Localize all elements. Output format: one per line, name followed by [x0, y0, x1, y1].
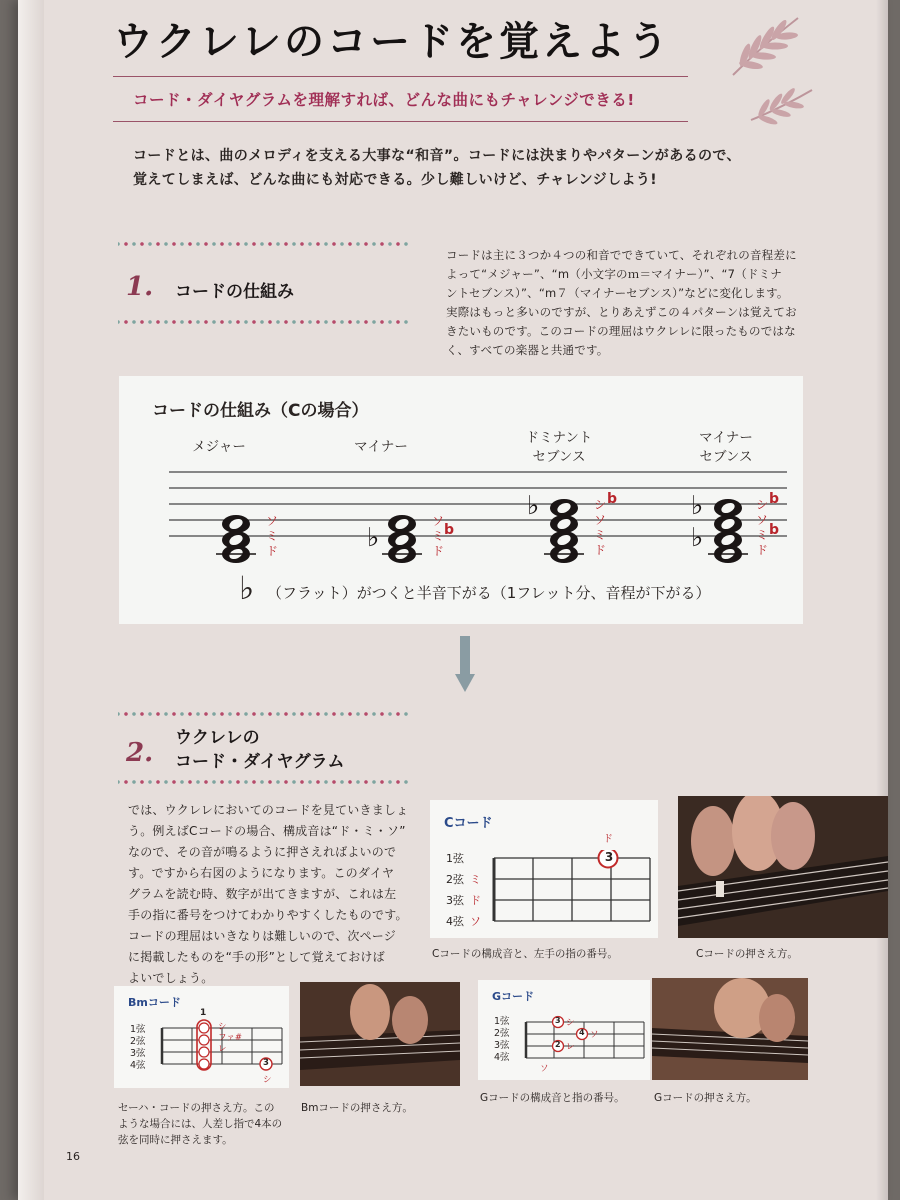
finger-number: 3 [263, 1058, 269, 1068]
minor-seventh-chord-notes [708, 499, 748, 563]
section2-text [128, 800, 433, 989]
finger-number: 3 [555, 1016, 561, 1025]
bm-chord-title: Bmコード [128, 996, 181, 1009]
flat-symbol-icon: ♭ [239, 569, 255, 607]
finger-note: シ [263, 1075, 272, 1085]
note-name: ソ [266, 514, 279, 528]
leaf-decoration-small-icon [746, 80, 816, 128]
note-name: ド [756, 543, 769, 557]
dominant-seventh-label [504, 429, 614, 467]
intro-text [133, 144, 813, 192]
text-line: 手の指に番号をつけてわかりやすくしたものです。 [128, 908, 408, 922]
bm-photo-caption: Bmコードの押さえ方。 [301, 1102, 413, 1114]
intro-line: コードとは、曲のメロディを支える大事な“和音”。コードには決まりやパターンがあるので、 [133, 148, 741, 164]
note-name: ミ [266, 529, 279, 543]
string-label: 3弦 [130, 1048, 146, 1059]
string-label: 1弦 [130, 1024, 146, 1035]
major-chord-notes [216, 515, 256, 563]
text-line: なので、その音が鳴るように押さえればよいので [128, 845, 397, 859]
minor-seventh-label [671, 429, 781, 467]
panel-title: コードの仕組み（Cの場合） [152, 401, 369, 421]
dot-divider [118, 318, 408, 326]
bm-chord-caption [118, 1100, 282, 1148]
minor-label: マイナー [354, 439, 408, 455]
bm-note-names [218, 1022, 242, 1055]
minor-note-names [432, 514, 444, 559]
g-fretboard [524, 1010, 646, 1070]
note-name: ソ [590, 1030, 599, 1040]
note-name: シ [594, 498, 607, 512]
note-name: シ [566, 1018, 575, 1028]
section1-title: コードの仕組み [175, 282, 294, 302]
dot-divider [118, 710, 408, 718]
dominant-note-names [594, 498, 606, 558]
string-label: 2弦 [494, 1028, 510, 1039]
caption-line: セーハ・コードの押さえ方。この [118, 1102, 275, 1114]
hand-on-fretboard-image [678, 796, 888, 938]
text-line: く、すべての楽器と共通です。 [446, 343, 609, 357]
g-chord-caption: Gコードの構成音と指の番号。 [480, 1092, 625, 1104]
minor-chord-notes [382, 515, 422, 563]
note-name: ド [432, 544, 445, 558]
major-label: メジャー [192, 439, 246, 455]
chord-structure-panel [119, 376, 803, 624]
hand-on-fretboard-image [300, 982, 460, 1086]
string-labels [446, 848, 464, 932]
flat-icon: ♭ [691, 523, 704, 553]
note-name: ソ [594, 513, 607, 527]
page-number: 16 [66, 1150, 80, 1163]
text-line: よいでしょう。 [128, 971, 214, 985]
dominant-flat-mark: b [607, 491, 618, 507]
note-name: ミ [470, 873, 481, 886]
hand-on-fretboard-image [652, 978, 808, 1080]
major-note-names [266, 514, 278, 559]
page-shadow [876, 0, 888, 1200]
flat-explanation: （フラット）がつくと半音下がる（1フレット分、音程が下がる） [267, 584, 711, 602]
barre-finger-number: 1 [200, 1008, 207, 1018]
label-line: セブンス [532, 449, 586, 465]
label-line: セブンス [699, 449, 753, 465]
string-labels [130, 1024, 146, 1072]
text-line: では、ウクレレにおいてのコードを見ていきましょ [128, 803, 409, 817]
minor-seventh-flat-mark-2: b [769, 522, 780, 538]
c-fretboard [492, 850, 652, 924]
bm-chord-diagram [114, 986, 289, 1088]
note-name: レ [218, 1044, 227, 1054]
label-line: マイナー [699, 430, 753, 446]
finger-number: 2 [555, 1040, 561, 1049]
string-label: 3弦 [446, 894, 464, 907]
string-label: 2弦 [446, 873, 464, 886]
dominant-seventh-chord-notes [544, 499, 584, 563]
note-name: ミ [756, 528, 769, 542]
section1-text [446, 246, 836, 360]
string-label: 2弦 [130, 1036, 146, 1047]
finger-number: 3 [604, 850, 614, 864]
text-line: す。ですから右図のようになります。このダイヤ [128, 866, 395, 880]
caption-line: 弦を同時に押さえます。 [118, 1134, 233, 1146]
minor-seventh-note-names [756, 498, 768, 558]
flat-icon: ♭ [367, 523, 380, 553]
subtitle: コード・ダイヤグラムを理解すれば、どんな曲にもチャレンジできる! [133, 91, 635, 109]
staff-notation [119, 466, 803, 571]
title-line: ウクレレの [175, 728, 260, 748]
dot-divider [118, 240, 408, 248]
string-labels [494, 1016, 510, 1064]
g-chord-photo [652, 978, 808, 1080]
minor-seventh-flat-mark-1: b [769, 491, 780, 507]
g-chord-title: Gコード [492, 990, 535, 1003]
section2-title [175, 726, 345, 774]
note-name: ファ# [218, 1033, 242, 1043]
string-label: 4弦 [130, 1060, 146, 1071]
text-line: 実際はもっと多いのですが、とりあえずこの４パターンは覚えてお [446, 305, 797, 319]
minor-flat-mark: b [444, 522, 455, 538]
note-name: ソ [432, 514, 445, 528]
string-label: 4弦 [494, 1052, 510, 1063]
c-chord-title: Cコード [444, 816, 493, 831]
note-name: レ [566, 1042, 575, 1052]
caption-line: ような場合には、人差し指で4本の [118, 1118, 283, 1130]
flat-icon: ♭ [527, 491, 540, 521]
dot-divider [118, 778, 408, 786]
note-name: ミ [594, 528, 607, 542]
finger-note: ド [603, 834, 613, 845]
page-title: ウクレレのコードを覚えよう [113, 19, 671, 65]
string-note-names [470, 869, 481, 932]
note-name: ド [266, 544, 279, 558]
text-line: コードの理屈はいきなりは難しいので、次ページ [128, 929, 396, 943]
magazine-page [18, 0, 888, 1200]
section1-number: 1. [126, 272, 154, 302]
bm-chord-photo [300, 982, 460, 1086]
text-line: よって“メジャー”、“m（小文字のｍ＝マイナー）”、“7（ドミナ [446, 267, 782, 281]
text-line: に掲載したものを“手の形”として覚えておけば [128, 950, 385, 964]
g-photo-caption: Gコードの押さえ方。 [654, 1092, 757, 1104]
note-name: シ [218, 1022, 227, 1032]
note-name: ド [594, 543, 607, 557]
string-label: 1弦 [494, 1016, 510, 1027]
title-line: コード・ダイヤグラム [175, 752, 345, 772]
c-chord-photo [678, 796, 888, 938]
text-line: う。例えばCコードの場合、構成音は“ド・ミ・ソ” [128, 824, 406, 838]
c-photo-caption: Cコードの押さえ方。 [696, 948, 798, 960]
note-name: ド [470, 894, 481, 907]
string-label: 4弦 [446, 915, 464, 928]
intro-line: 覚えてしまえば、どんな曲にも対応できる。少し難しいけど、チャレンジしよう! [133, 172, 658, 188]
note-name: シ [756, 498, 769, 512]
flat-icon: ♭ [691, 491, 704, 521]
note-name: ソ [470, 915, 481, 928]
text-line: コードは主に３つか４つの和音でできていて、それぞれの音程差に [446, 248, 797, 262]
page-fold-edge [18, 0, 44, 1200]
finger-number: 4 [579, 1028, 585, 1037]
note-name: ソ [756, 513, 769, 527]
section2-number: 2. [126, 738, 154, 768]
arrow-down-icon [455, 636, 475, 694]
c-chord-diagram [430, 800, 658, 938]
note-name: ミ [432, 529, 445, 543]
g-chord-diagram [478, 980, 650, 1080]
text-line: ントセブンス）”、“m７（マイナーセブンス）”などに変化します。 [446, 286, 789, 300]
c-chord-caption: Cコードの構成音と、左手の指の番号。 [432, 948, 618, 960]
open-note: ソ [540, 1064, 549, 1074]
text-line: グラムを読む時、数字が出てきますが、これは左 [128, 887, 397, 901]
string-label: 3弦 [494, 1040, 510, 1051]
string-label: 1弦 [446, 852, 464, 865]
label-line: ドミナント [525, 430, 593, 446]
text-line: きたいものです。このコードの理屈はウクレレに限ったものではな [446, 324, 796, 338]
leaf-decoration-icon [723, 10, 803, 80]
